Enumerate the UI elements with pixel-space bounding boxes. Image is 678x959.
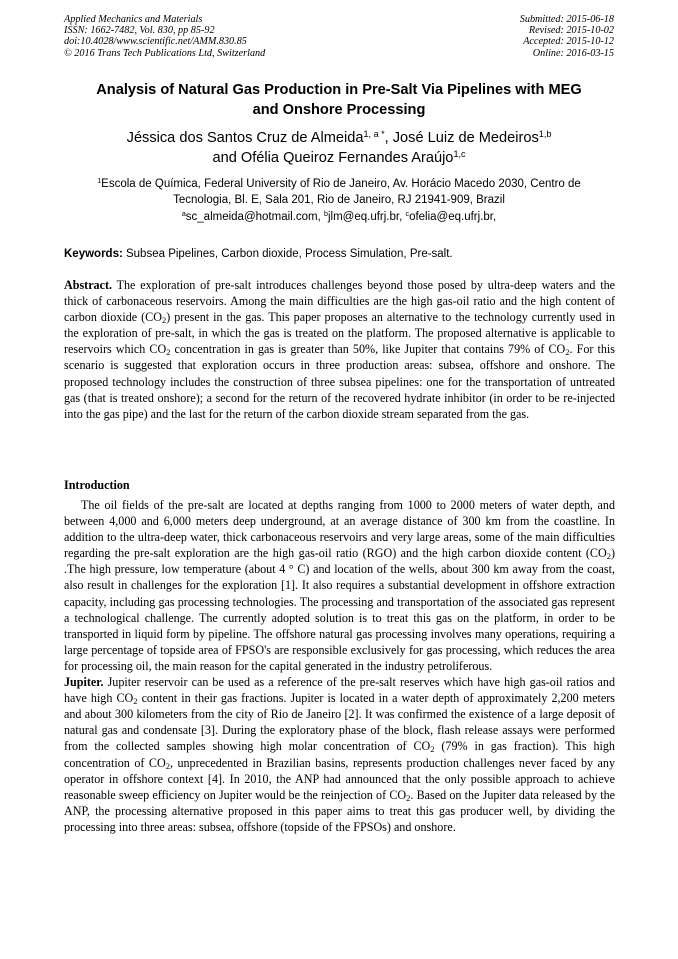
author-1: Jéssica dos Santos Cruz de Almeida <box>126 130 364 146</box>
intro-paragraph-jupiter: Jupiter. Jupiter reservoir can be used as a reference of the pre-salt reserves which have high gas-oil ratios and have high $CO_2$ content in their gas fractions. Jupiter is located in a water depth of approximately 2,200 meters and about 300 kilometers from the city of Rio de Janeiro [2]. It was confirmed the existence of a large deposit of natural gas and condensate [3]. During the exploratory phase of the block, flash release assays were performed from the collected samples showing high molar concentration of $CO_2$ (79% in gas fraction). This high concentration of $CO_2$, unprecedented in Brazilian basins, represents production challenges never faced by any operator in offshore context [4]. In 2010, the ANP had announced that the only possible approach to achieve reasonable sweep efficiency on Jupiter would be the reinjection of $CO_2$. Based on the Jupiter data released by the ANP, the processing alternative proposed in this paper aims to treat this gas producer well, by dividing the processing into three areas: subsea, offshore (topside of the FPSOs) and onshore. <box>64 675 616 834</box>
date-revised: Revised: 2015-10-02 <box>528 25 614 37</box>
journal-copyright: © 2016 Trans Tech Publications Ltd, Switzerland <box>64 47 266 59</box>
journal-issn: ISSN: 1662-7482, Vol. 830, pp 85-92 <box>64 25 215 37</box>
author-line-1 <box>40 128 638 148</box>
author-separator: , <box>384 130 393 146</box>
abstract-label: Abstract. <box>64 278 113 292</box>
email-c[interactable]: ofelia@eq.ufrj.br, <box>409 211 497 223</box>
author-2-affil-mark: 1,b <box>538 129 552 140</box>
email-b[interactable]: jlm@eq.ufrj.br, <box>327 211 406 223</box>
author-3: Ofélia Queiroz Fernandes Araújo <box>240 150 454 166</box>
journal-doi[interactable]: doi:10.4028/www.scientific.net/AMM.830.85 <box>64 36 247 48</box>
email-b-mark: b <box>324 210 328 219</box>
affiliation-line-1: $^1$Escola de Química, Federal University of Rio de Janeiro, Av. Horácio Macedo 2030, Centro de <box>97 177 581 190</box>
author-3-affil-mark: 1,c <box>453 149 466 160</box>
keywords-label: Keywords: <box>64 248 123 260</box>
journal-header-left <box>64 14 265 59</box>
journal-name: Applied Mechanics and Materials <box>64 14 203 25</box>
abstract: Abstract. The exploration of pre-salt introduces challenges beyond those posed by ultra-deep waters and the thick of carbonaceous reservoirs. Among the main difficulties are the high gas-oil ratio and the high content of carbon dioxide $(CO_2)$ present in the gas. This paper proposes an alternative to the technology currently used in the exploration of pre-salt, in which the gas is treated on the platform. The proposed alternative is applicable to reservoirs which $CO_2$ concentration in gas is greater than 50%, like Jupiter that contains 79% of $CO_2$. For this scenario is suggested that exploration occurs in three production areas: subsea, offshore and onshore. The proposed technology includes the construction of three subsea pipelines: one for the transportation of untreated gas (that is treated onshore); a second for the return of the recovered hydrate inhibitor (in order to be re-injected into the gas pipe) and the last for the return of the carbon dioxide stream separated from the gas. <box>64 278 615 421</box>
author-and: and <box>212 150 241 166</box>
email-c-mark: c <box>405 210 410 219</box>
section-heading-introduction: Introduction <box>64 478 130 492</box>
title-line-1: Analysis of Natural Gas Production in Pre-Salt Via Pipelines with MEG <box>96 82 582 98</box>
intro-paragraph-1: The oil fields of the pre-salt are located at depths ranging from 1000 to 2000 meters of water depth, and between 4,000 and 6,000 meters deep underground, at an average distance of 300 km from the coastline. In addition to the ultra-deep water, thick carbonaceous reservoirs and very large areas, some of the main difficulties regarding the pre-salt exploration are the high gas-oil ratio (RGO) and the high carbon dioxide content $(CO_2)$ .The high pressure, low temperature (about 4 ° C) and location of the wells, about 300 km away from the coast, also result in challenges for the exploration [1]. It also requires a substantial development in offshore extraction capacity, including gas processing technologies. The processing and transportation of the associated gas represent a technological challenge. The currently adopted solution is to treat this gas on the platform, in order to be transported in liquid form by pipeline. The offshore natural gas processing involves many operations, requiring a large percentage of topside area of FPSO's are responsible exclusively for gas processing, which reduces the area for processing oil, the main reason for the capital generated in the industry petroliferous. <box>64 498 615 673</box>
title-line-2: and Onshore Processing <box>252 102 426 118</box>
author-line-2 <box>40 148 638 168</box>
affiliation-line-2: Tecnologia, Bl. E, Sala 201, Rio de Janeiro, RJ 21941-909, Brazil <box>173 194 505 206</box>
date-submitted: Submitted: 2015-06-18 <box>519 14 614 25</box>
author-list <box>40 128 638 168</box>
date-online: Online: 2016-03-15 <box>532 47 614 59</box>
author-emails <box>40 210 638 225</box>
author-1-affil-mark: 1, a * <box>363 129 385 140</box>
email-a-mark: a <box>181 210 186 219</box>
affiliation <box>40 176 638 208</box>
jupiter-label: Jupiter. <box>64 675 104 690</box>
journal-header-right <box>520 14 614 59</box>
date-accepted: Accepted: 2015-10-12 <box>523 36 614 48</box>
affiliation-mark: 1 <box>97 177 102 186</box>
keywords-text: Subsea Pipelines, Carbon dioxide, Process Simulation, Pre-salt. <box>122 248 453 260</box>
email-a[interactable]: sc_almeida@hotmail.com, <box>185 211 325 223</box>
author-2: José Luiz de Medeiros <box>392 130 539 146</box>
paper-title <box>40 80 638 120</box>
introduction-section <box>64 497 615 835</box>
keywords <box>64 247 624 262</box>
